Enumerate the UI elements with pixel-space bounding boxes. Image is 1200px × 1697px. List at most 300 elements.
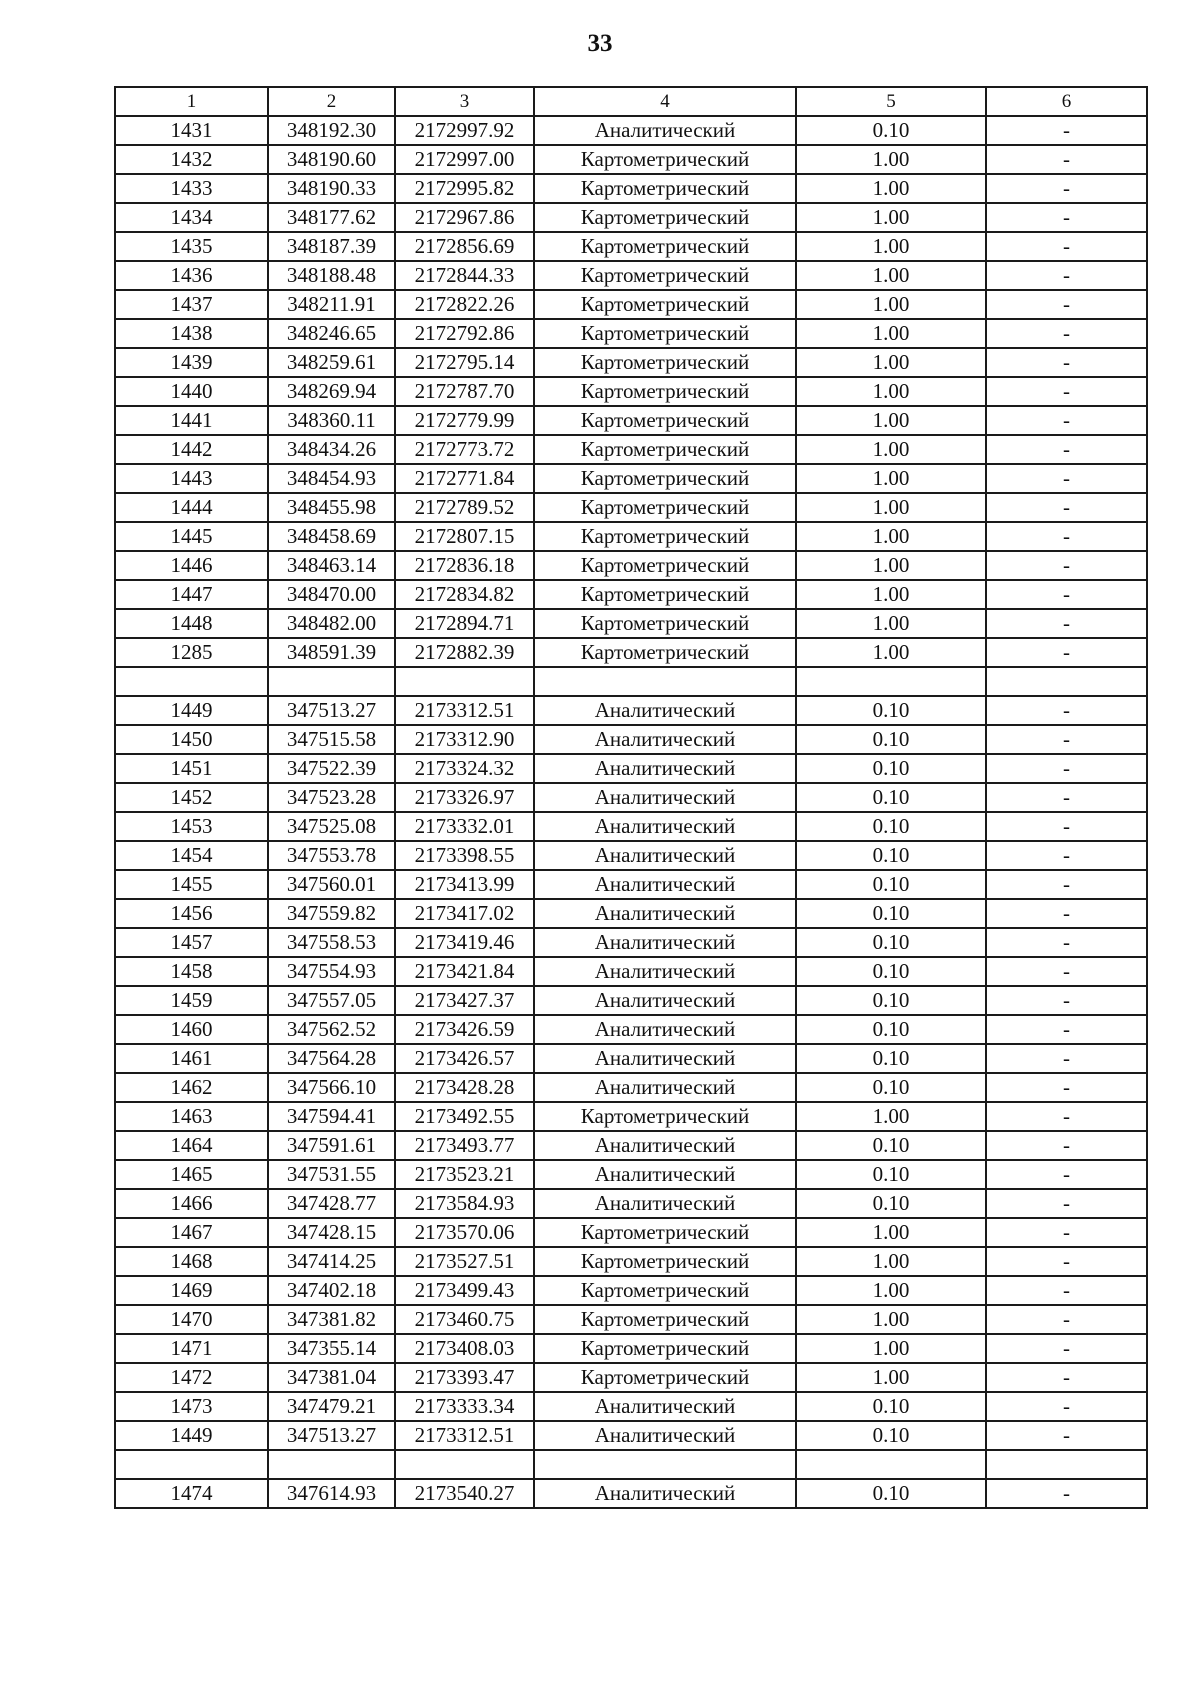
y-coordinate-cell: 2172997.92 xyxy=(395,116,534,145)
y-coordinate-cell: 2173332.01 xyxy=(395,812,534,841)
accuracy-cell: 0.10 xyxy=(796,1189,986,1218)
table-row xyxy=(115,145,1147,174)
accuracy-cell: 0.10 xyxy=(796,696,986,725)
method-cell: Картометрический xyxy=(534,493,796,522)
method-cell: Картометрический xyxy=(534,203,796,232)
accuracy-cell: 1.00 xyxy=(796,290,986,319)
y-coordinate-cell: 2173398.55 xyxy=(395,841,534,870)
x-coordinate-cell: 347513.27 xyxy=(268,696,395,725)
note-cell: - xyxy=(986,1479,1147,1508)
accuracy-cell: 0.10 xyxy=(796,725,986,754)
x-coordinate-cell: 348190.60 xyxy=(268,145,395,174)
accuracy-cell: 1.00 xyxy=(796,1305,986,1334)
table-row xyxy=(115,1363,1147,1392)
table-row xyxy=(115,203,1147,232)
method-cell: Аналитический xyxy=(534,1073,796,1102)
y-coordinate-cell: 2173460.75 xyxy=(395,1305,534,1334)
accuracy-cell: 1.00 xyxy=(796,638,986,667)
table-row xyxy=(115,638,1147,667)
x-coordinate-cell: 347479.21 xyxy=(268,1392,395,1421)
note-cell: - xyxy=(986,551,1147,580)
accuracy-cell: 1.00 xyxy=(796,174,986,203)
note-cell: - xyxy=(986,232,1147,261)
method-cell: Аналитический xyxy=(534,899,796,928)
y-coordinate-cell: 2173428.28 xyxy=(395,1073,534,1102)
point-number-cell: 1443 xyxy=(115,464,268,493)
accuracy-cell: 1.00 xyxy=(796,609,986,638)
x-coordinate-cell: 348458.69 xyxy=(268,522,395,551)
y-coordinate-cell: 2172787.70 xyxy=(395,377,534,406)
method-cell: Картометрический xyxy=(534,261,796,290)
x-coordinate-cell: 348188.48 xyxy=(268,261,395,290)
y-coordinate-cell: 2173324.32 xyxy=(395,754,534,783)
accuracy-cell: 1.00 xyxy=(796,145,986,174)
point-number-cell: 1458 xyxy=(115,957,268,986)
note-cell: - xyxy=(986,899,1147,928)
accuracy-cell: 0.10 xyxy=(796,1044,986,1073)
point-number-cell: 1439 xyxy=(115,348,268,377)
note-cell: - xyxy=(986,493,1147,522)
x-coordinate-cell: 347553.78 xyxy=(268,841,395,870)
x-coordinate-cell: 347560.01 xyxy=(268,870,395,899)
x-coordinate-cell: 347428.15 xyxy=(268,1218,395,1247)
table-separator-row xyxy=(115,1450,1147,1479)
point-number-cell xyxy=(115,667,268,696)
x-coordinate-cell xyxy=(268,1450,395,1479)
accuracy-cell: 0.10 xyxy=(796,1479,986,1508)
note-cell: - xyxy=(986,348,1147,377)
y-coordinate-cell xyxy=(395,1450,534,1479)
y-coordinate-cell: 2173523.21 xyxy=(395,1160,534,1189)
method-cell: Картометрический xyxy=(534,1247,796,1276)
y-coordinate-cell: 2173493.77 xyxy=(395,1131,534,1160)
x-coordinate-cell: 347531.55 xyxy=(268,1160,395,1189)
note-cell: - xyxy=(986,203,1147,232)
point-number-cell: 1444 xyxy=(115,493,268,522)
accuracy-cell: 1.00 xyxy=(796,1276,986,1305)
table-row xyxy=(115,928,1147,957)
table-row xyxy=(115,1479,1147,1508)
point-number-cell: 1465 xyxy=(115,1160,268,1189)
note-cell: - xyxy=(986,1218,1147,1247)
method-cell: Аналитический xyxy=(534,1421,796,1450)
x-coordinate-cell: 348269.94 xyxy=(268,377,395,406)
accuracy-cell: 1.00 xyxy=(796,493,986,522)
point-number-cell: 1451 xyxy=(115,754,268,783)
table-row xyxy=(115,551,1147,580)
accuracy-cell: 1.00 xyxy=(796,377,986,406)
note-cell: - xyxy=(986,870,1147,899)
method-cell: Аналитический xyxy=(534,870,796,899)
accuracy-cell: 0.10 xyxy=(796,116,986,145)
method-cell: Аналитический xyxy=(534,928,796,957)
note-cell: - xyxy=(986,1247,1147,1276)
y-coordinate-cell: 2172995.82 xyxy=(395,174,534,203)
y-coordinate-cell: 2172882.39 xyxy=(395,638,534,667)
x-coordinate-cell: 347594.41 xyxy=(268,1102,395,1131)
y-coordinate-cell: 2173417.02 xyxy=(395,899,534,928)
method-cell: Аналитический xyxy=(534,1160,796,1189)
x-coordinate-cell: 348211.91 xyxy=(268,290,395,319)
method-cell: Аналитический xyxy=(534,1189,796,1218)
table-row xyxy=(115,1218,1147,1247)
method-cell: Картометрический xyxy=(534,435,796,464)
x-coordinate-cell: 347428.77 xyxy=(268,1189,395,1218)
table-row xyxy=(115,493,1147,522)
note-cell: - xyxy=(986,725,1147,754)
note-cell: - xyxy=(986,1334,1147,1363)
x-coordinate-cell: 347559.82 xyxy=(268,899,395,928)
point-number-cell: 1455 xyxy=(115,870,268,899)
note-cell: - xyxy=(986,696,1147,725)
note-cell: - xyxy=(986,783,1147,812)
column-header: 5 xyxy=(796,87,986,116)
table-row xyxy=(115,1276,1147,1305)
method-cell: Аналитический xyxy=(534,812,796,841)
column-header: 4 xyxy=(534,87,796,116)
note-cell: - xyxy=(986,841,1147,870)
y-coordinate-cell: 2173499.43 xyxy=(395,1276,534,1305)
y-coordinate-cell: 2173393.47 xyxy=(395,1363,534,1392)
accuracy-cell: 1.00 xyxy=(796,1363,986,1392)
column-header: 3 xyxy=(395,87,534,116)
method-cell: Аналитический xyxy=(534,1131,796,1160)
y-coordinate-cell: 2173570.06 xyxy=(395,1218,534,1247)
accuracy-cell: 1.00 xyxy=(796,348,986,377)
x-coordinate-cell: 348177.62 xyxy=(268,203,395,232)
note-cell: - xyxy=(986,609,1147,638)
y-coordinate-cell: 2173419.46 xyxy=(395,928,534,957)
note-cell: - xyxy=(986,290,1147,319)
method-cell: Картометрический xyxy=(534,1363,796,1392)
table-row xyxy=(115,1015,1147,1044)
point-number-cell xyxy=(115,1450,268,1479)
point-number-cell: 1442 xyxy=(115,435,268,464)
x-coordinate-cell: 348455.98 xyxy=(268,493,395,522)
accuracy-cell: 1.00 xyxy=(796,522,986,551)
y-coordinate-cell: 2172773.72 xyxy=(395,435,534,464)
point-number-cell: 1456 xyxy=(115,899,268,928)
table-row xyxy=(115,290,1147,319)
table-row xyxy=(115,348,1147,377)
accuracy-cell: 1.00 xyxy=(796,203,986,232)
point-number-cell: 1464 xyxy=(115,1131,268,1160)
accuracy-cell: 0.10 xyxy=(796,928,986,957)
note-cell: - xyxy=(986,957,1147,986)
note-cell: - xyxy=(986,638,1147,667)
method-cell: Картометрический xyxy=(534,406,796,435)
x-coordinate-cell xyxy=(268,667,395,696)
table-row xyxy=(115,725,1147,754)
method-cell: Картометрический xyxy=(534,174,796,203)
method-cell: Аналитический xyxy=(534,725,796,754)
accuracy-cell: 1.00 xyxy=(796,1247,986,1276)
note-cell: - xyxy=(986,145,1147,174)
point-number-cell: 1469 xyxy=(115,1276,268,1305)
note-cell: - xyxy=(986,986,1147,1015)
y-coordinate-cell: 2173326.97 xyxy=(395,783,534,812)
point-number-cell: 1441 xyxy=(115,406,268,435)
method-cell: Картометрический xyxy=(534,348,796,377)
x-coordinate-cell: 348482.00 xyxy=(268,609,395,638)
point-number-cell: 1431 xyxy=(115,116,268,145)
table-separator-row xyxy=(115,667,1147,696)
accuracy-cell: 1.00 xyxy=(796,464,986,493)
table-row xyxy=(115,899,1147,928)
note-cell: - xyxy=(986,928,1147,957)
y-coordinate-cell: 2172789.52 xyxy=(395,493,534,522)
accuracy-cell: 0.10 xyxy=(796,812,986,841)
table-row xyxy=(115,174,1147,203)
y-coordinate-cell: 2173312.90 xyxy=(395,725,534,754)
page-number: 33 xyxy=(587,30,613,57)
x-coordinate-cell: 347523.28 xyxy=(268,783,395,812)
point-number-cell: 1450 xyxy=(115,725,268,754)
point-number-cell: 1433 xyxy=(115,174,268,203)
table-row xyxy=(115,609,1147,638)
y-coordinate-cell: 2173584.93 xyxy=(395,1189,534,1218)
accuracy-cell: 0.10 xyxy=(796,957,986,986)
accuracy-cell: 0.10 xyxy=(796,783,986,812)
note-cell: - xyxy=(986,1102,1147,1131)
point-number-cell: 1474 xyxy=(115,1479,268,1508)
x-coordinate-cell: 347513.27 xyxy=(268,1421,395,1450)
method-cell: Картометрический xyxy=(534,522,796,551)
note-cell: - xyxy=(986,319,1147,348)
accuracy-cell xyxy=(796,667,986,696)
y-coordinate-cell: 2173492.55 xyxy=(395,1102,534,1131)
x-coordinate-cell: 347525.08 xyxy=(268,812,395,841)
x-coordinate-cell: 347522.39 xyxy=(268,754,395,783)
table-row xyxy=(115,783,1147,812)
method-cell: Аналитический xyxy=(534,1044,796,1073)
y-coordinate-cell: 2173421.84 xyxy=(395,957,534,986)
table-row xyxy=(115,435,1147,464)
method-cell: Картометрический xyxy=(534,377,796,406)
table-row xyxy=(115,1044,1147,1073)
accuracy-cell: 0.10 xyxy=(796,1392,986,1421)
point-number-cell: 1466 xyxy=(115,1189,268,1218)
note-cell xyxy=(986,1450,1147,1479)
note-cell: - xyxy=(986,580,1147,609)
accuracy-cell: 0.10 xyxy=(796,1073,986,1102)
x-coordinate-cell: 347558.53 xyxy=(268,928,395,957)
point-number-cell: 1436 xyxy=(115,261,268,290)
table-row xyxy=(115,1392,1147,1421)
x-coordinate-cell: 348259.61 xyxy=(268,348,395,377)
note-cell: - xyxy=(986,1160,1147,1189)
table-row xyxy=(115,116,1147,145)
note-cell: - xyxy=(986,1073,1147,1102)
accuracy-cell: 0.10 xyxy=(796,986,986,1015)
point-number-cell: 1434 xyxy=(115,203,268,232)
accuracy-cell: 0.10 xyxy=(796,1015,986,1044)
method-cell: Картометрический xyxy=(534,1276,796,1305)
point-number-cell: 1449 xyxy=(115,696,268,725)
method-cell: Аналитический xyxy=(534,1392,796,1421)
y-coordinate-cell: 2172807.15 xyxy=(395,522,534,551)
accuracy-cell: 1.00 xyxy=(796,406,986,435)
point-number-cell: 1462 xyxy=(115,1073,268,1102)
table-row xyxy=(115,232,1147,261)
point-number-cell: 1463 xyxy=(115,1102,268,1131)
note-cell: - xyxy=(986,1044,1147,1073)
point-number-cell: 1446 xyxy=(115,551,268,580)
method-cell: Картометрический xyxy=(534,290,796,319)
x-coordinate-cell: 347515.58 xyxy=(268,725,395,754)
accuracy-cell: 1.00 xyxy=(796,435,986,464)
point-number-cell: 1438 xyxy=(115,319,268,348)
x-coordinate-cell: 347402.18 xyxy=(268,1276,395,1305)
accuracy-cell xyxy=(796,1450,986,1479)
note-cell: - xyxy=(986,261,1147,290)
point-number-cell: 1468 xyxy=(115,1247,268,1276)
y-coordinate-cell: 2172792.86 xyxy=(395,319,534,348)
accuracy-cell: 1.00 xyxy=(796,232,986,261)
y-coordinate-cell xyxy=(395,667,534,696)
x-coordinate-cell: 347591.61 xyxy=(268,1131,395,1160)
method-cell: Аналитический xyxy=(534,841,796,870)
table-body xyxy=(115,87,1147,1508)
point-number-cell: 1467 xyxy=(115,1218,268,1247)
table-row xyxy=(115,377,1147,406)
point-number-cell: 1452 xyxy=(115,783,268,812)
table-header-row xyxy=(115,87,1147,116)
point-number-cell: 1471 xyxy=(115,1334,268,1363)
x-coordinate-cell: 348463.14 xyxy=(268,551,395,580)
x-coordinate-cell: 348187.39 xyxy=(268,232,395,261)
method-cell: Аналитический xyxy=(534,986,796,1015)
point-number-cell: 1470 xyxy=(115,1305,268,1334)
table-row xyxy=(115,319,1147,348)
y-coordinate-cell: 2173426.59 xyxy=(395,1015,534,1044)
x-coordinate-cell: 348360.11 xyxy=(268,406,395,435)
y-coordinate-cell: 2172997.00 xyxy=(395,145,534,174)
table-row xyxy=(115,580,1147,609)
accuracy-cell: 0.10 xyxy=(796,899,986,928)
method-cell: Аналитический xyxy=(534,754,796,783)
table-row xyxy=(115,1073,1147,1102)
note-cell: - xyxy=(986,435,1147,464)
accuracy-cell: 1.00 xyxy=(796,1102,986,1131)
note-cell: - xyxy=(986,1276,1147,1305)
method-cell: Аналитический xyxy=(534,1479,796,1508)
y-coordinate-cell: 2173413.99 xyxy=(395,870,534,899)
column-header: 2 xyxy=(268,87,395,116)
method-cell: Картометрический xyxy=(534,1102,796,1131)
accuracy-cell: 0.10 xyxy=(796,754,986,783)
note-cell: - xyxy=(986,1189,1147,1218)
y-coordinate-cell: 2173527.51 xyxy=(395,1247,534,1276)
table-row xyxy=(115,406,1147,435)
table-row xyxy=(115,1131,1147,1160)
table-row xyxy=(115,841,1147,870)
note-cell: - xyxy=(986,174,1147,203)
method-cell: Картометрический xyxy=(534,145,796,174)
table-row xyxy=(115,1102,1147,1131)
method-cell: Картометрический xyxy=(534,232,796,261)
y-coordinate-cell: 2172834.82 xyxy=(395,580,534,609)
x-coordinate-cell: 347564.28 xyxy=(268,1044,395,1073)
table-row xyxy=(115,696,1147,725)
method-cell xyxy=(534,667,796,696)
coordinates-table xyxy=(114,86,1148,1509)
method-cell: Картометрический xyxy=(534,464,796,493)
x-coordinate-cell: 347381.04 xyxy=(268,1363,395,1392)
note-cell: - xyxy=(986,116,1147,145)
accuracy-cell: 0.10 xyxy=(796,841,986,870)
y-coordinate-cell: 2173540.27 xyxy=(395,1479,534,1508)
accuracy-cell: 0.10 xyxy=(796,870,986,899)
accuracy-cell: 1.00 xyxy=(796,580,986,609)
x-coordinate-cell: 348190.33 xyxy=(268,174,395,203)
table-row xyxy=(115,1160,1147,1189)
point-number-cell: 1473 xyxy=(115,1392,268,1421)
accuracy-cell: 0.10 xyxy=(796,1131,986,1160)
y-coordinate-cell: 2173333.34 xyxy=(395,1392,534,1421)
point-number-cell: 1459 xyxy=(115,986,268,1015)
table-row xyxy=(115,1247,1147,1276)
x-coordinate-cell: 348470.00 xyxy=(268,580,395,609)
x-coordinate-cell: 347557.05 xyxy=(268,986,395,1015)
y-coordinate-cell: 2172844.33 xyxy=(395,261,534,290)
y-coordinate-cell: 2172967.86 xyxy=(395,203,534,232)
note-cell: - xyxy=(986,812,1147,841)
y-coordinate-cell: 2173427.37 xyxy=(395,986,534,1015)
accuracy-cell: 1.00 xyxy=(796,261,986,290)
y-coordinate-cell: 2173408.03 xyxy=(395,1334,534,1363)
x-coordinate-cell: 348434.26 xyxy=(268,435,395,464)
accuracy-cell: 0.10 xyxy=(796,1160,986,1189)
method-cell: Картометрический xyxy=(534,580,796,609)
method-cell xyxy=(534,1450,796,1479)
table-row xyxy=(115,464,1147,493)
x-coordinate-cell: 348454.93 xyxy=(268,464,395,493)
accuracy-cell: 1.00 xyxy=(796,1218,986,1247)
y-coordinate-cell: 2172779.99 xyxy=(395,406,534,435)
note-cell: - xyxy=(986,464,1147,493)
x-coordinate-cell: 348591.39 xyxy=(268,638,395,667)
point-number-cell: 1440 xyxy=(115,377,268,406)
point-number-cell: 1461 xyxy=(115,1044,268,1073)
x-coordinate-cell: 347614.93 xyxy=(268,1479,395,1508)
point-number-cell: 1432 xyxy=(115,145,268,174)
point-number-cell: 1445 xyxy=(115,522,268,551)
point-number-cell: 1448 xyxy=(115,609,268,638)
note-cell: - xyxy=(986,1392,1147,1421)
note-cell: - xyxy=(986,1131,1147,1160)
point-number-cell: 1460 xyxy=(115,1015,268,1044)
x-coordinate-cell: 347562.52 xyxy=(268,1015,395,1044)
table-row xyxy=(115,1305,1147,1334)
table-row xyxy=(115,754,1147,783)
table-row xyxy=(115,957,1147,986)
y-coordinate-cell: 2173426.57 xyxy=(395,1044,534,1073)
note-cell: - xyxy=(986,1305,1147,1334)
table-row xyxy=(115,812,1147,841)
column-header: 1 xyxy=(115,87,268,116)
method-cell: Аналитический xyxy=(534,696,796,725)
y-coordinate-cell: 2172894.71 xyxy=(395,609,534,638)
table-row xyxy=(115,1334,1147,1363)
accuracy-cell: 1.00 xyxy=(796,319,986,348)
note-cell xyxy=(986,667,1147,696)
note-cell: - xyxy=(986,1015,1147,1044)
y-coordinate-cell: 2173312.51 xyxy=(395,696,534,725)
note-cell: - xyxy=(986,1363,1147,1392)
x-coordinate-cell: 347566.10 xyxy=(268,1073,395,1102)
method-cell: Аналитический xyxy=(534,957,796,986)
